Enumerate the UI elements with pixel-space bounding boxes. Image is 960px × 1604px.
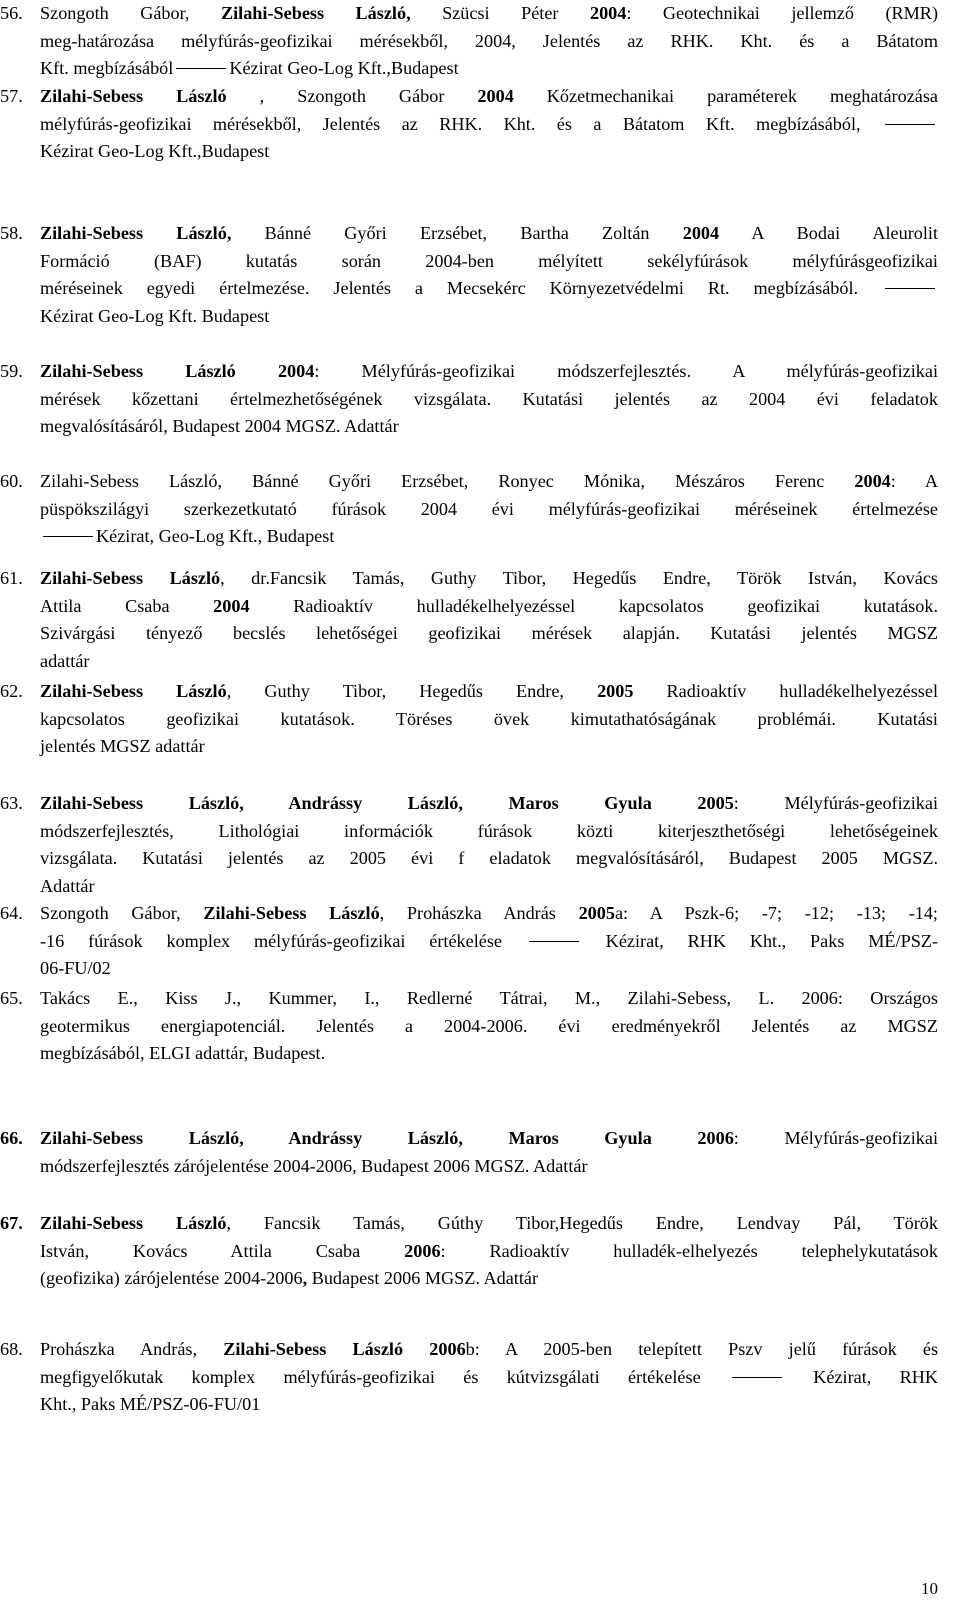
text-segment: (geofizika) zárójelentése 2004-2006 — [40, 1268, 303, 1288]
text-segment: Prohászka András, — [40, 1339, 224, 1359]
reference-line — [40, 985, 938, 1013]
reference-entry — [0, 678, 960, 761]
em-dash-rule — [529, 941, 579, 942]
reference-line — [40, 496, 938, 524]
text-segment: Kézirat Geo-Log Kft.,Budapest — [40, 141, 270, 161]
text-segment — [652, 1128, 698, 1148]
text-segment: meg-határozása mélyfúrás-geofizikai mérésekből, 2004, Jelentés az RHK. Kht. és a Bátatom — [40, 30, 938, 51]
text-segment: Kézirat, RHK — [784, 1366, 938, 1387]
reference-line — [40, 873, 938, 901]
reference-entry — [0, 985, 960, 1068]
text-segment: adattár — [40, 650, 90, 671]
reference-number: 68. — [0, 1339, 23, 1359]
text-segment: Kézirat Geo-Log Kft.,Budapest — [229, 58, 459, 78]
reference-line — [40, 1210, 938, 1238]
text-segment: : Radioaktív hulladék-elhelyezés telephelykutatások — [440, 1240, 938, 1261]
reference-entry — [0, 0, 960, 83]
reference-text — [40, 1210, 938, 1293]
bold-segment: 2006 — [404, 1240, 441, 1261]
reference-entry — [0, 468, 960, 551]
reference-line — [40, 1364, 938, 1392]
reference-line — [40, 28, 938, 56]
text-segment: módszerfejlesztés, Lithológiai információk fúrások közti kiterjeszthetőségi lehetőségeinek — [40, 820, 938, 841]
reference-line — [40, 523, 938, 551]
reference-number: 61. — [0, 568, 23, 588]
reference-line — [40, 790, 938, 818]
reference-line — [40, 1391, 938, 1419]
text-segment: Kft. megbízásából — [40, 58, 174, 78]
reference-text — [40, 678, 938, 761]
text-segment: megfigyelőkutak komplex mélyfúrás-geofizikai és kútvizsgálati értékelése — [40, 1366, 729, 1387]
text-segment: Szongoth Gábor, — [40, 3, 221, 23]
bold-segment: Zilahi-Sebess László — [223, 1339, 404, 1359]
page-number: 10 — [921, 1579, 938, 1598]
text-segment: megbízásából, ELGI adattár, Budapest. — [40, 1043, 326, 1063]
text-segment: , Szongoth Gábor — [226, 86, 478, 106]
reference-line — [40, 900, 938, 928]
text-segment: Budapest 2006 MGSZ. Adattár — [307, 1268, 539, 1288]
text-segment: -16 fúrások komplex mélyfúrás-geofizikai értékelése — [40, 930, 526, 951]
reference-line — [40, 0, 938, 28]
reference-line — [40, 593, 938, 621]
reference-text — [40, 1336, 938, 1419]
reference-line — [40, 1125, 938, 1153]
bold-segment: 2004 — [277, 361, 315, 381]
text-segment: : Mélyfúrás-geofizikai módszerfejlesztés. A mélyfúrás-geofizikai — [314, 361, 939, 381]
reference-entry — [0, 790, 960, 900]
reference-number: 56. — [0, 3, 23, 23]
reference-line — [40, 1238, 938, 1266]
reference-line — [40, 111, 938, 139]
text-segment: Kézirat Geo-Log Kft. Budapest — [40, 305, 270, 326]
text-segment: Bánné Győri Erzsébet, Bartha Zoltán — [231, 223, 683, 243]
text-segment: : Mélyfúrás-geofizikai — [733, 1128, 938, 1148]
bold-segment: Zilahi-Sebess László, Andrássy László, Maros Gyula — [40, 793, 652, 813]
bold-segment: Zilahi-Sebess László, Andrássy László, Maros Gyula — [40, 1128, 652, 1148]
reference-line — [40, 55, 938, 83]
reference-text — [40, 900, 938, 983]
text-segment: mérések kőzettani értelmezhetőségének vizsgálata. Kutatási jelentés az 2004 évi feladatok — [40, 388, 938, 409]
bold-segment: Zilahi-Sebess László — [40, 681, 227, 701]
text-segment: Szücsi Péter — [410, 3, 590, 23]
reference-line — [40, 706, 938, 734]
bold-segment: 2004 — [477, 86, 514, 106]
reference-number: 58. — [0, 223, 23, 243]
reference-text — [40, 468, 938, 551]
em-dash-rule — [885, 124, 935, 125]
reference-line — [40, 818, 938, 846]
text-segment: kapcsolatos geofizikai kutatások. Töréses övek kimutathatóságának problémái. Kutatási — [40, 708, 938, 729]
reference-entry — [0, 1336, 960, 1419]
text-segment: Radioaktív hulladékelhelyezéssel kapcsolatos geofizikai kutatások. — [249, 595, 938, 616]
text-segment: módszerfejlesztés zárójelentése 2004-2006, Budapest 2006 MGSZ. Adattár — [40, 1155, 588, 1176]
text-segment: Adattár — [40, 875, 95, 896]
bold-segment: Zilahi-Sebess László — [40, 86, 227, 106]
text-segment: 06-FU/02 — [40, 958, 111, 978]
text-segment: István, Kovács Attila Csaba — [40, 1240, 405, 1261]
bold-segment: 2004 — [682, 223, 720, 243]
reference-line — [40, 248, 938, 276]
text-segment: vizsgálata. Kutatási jelentés az 2005 évi f eladatok megvalósításáról, Budapest 2005 MGSZ. — [40, 848, 938, 868]
reference-number: 64. — [0, 903, 23, 923]
text-segment: Formáció (BAF) kutatás során 2004-ben mélyített sekélyfúrások mélyfúrásgeofizikai — [40, 250, 938, 271]
bold-segment: , — [302, 1268, 308, 1288]
reference-line — [40, 1153, 938, 1181]
bold-segment: 2006 — [429, 1339, 466, 1359]
reference-line — [40, 83, 938, 111]
reference-text — [40, 565, 938, 675]
bold-segment: 2004 — [589, 3, 627, 23]
text-segment: Szongoth Gábor, — [40, 903, 204, 923]
reference-line — [40, 358, 938, 386]
reference-line — [40, 220, 938, 248]
reference-text — [40, 83, 938, 166]
text-segment: , Fancsik Tamás, Gúthy Tibor,Hegedűs Endre, Lendvay Pál, Török — [226, 1213, 938, 1233]
bold-segment: 2005 — [597, 681, 634, 701]
reference-line — [40, 845, 938, 873]
reference-line — [40, 733, 938, 761]
reference-entry — [0, 358, 960, 441]
text-segment: Radioaktív hulladékelhelyezéssel — [633, 681, 938, 701]
reference-text — [40, 790, 938, 900]
text-segment: Szivárgási tényező becslés lehetőségei geofizikai mérések alapján. Kutatási jelentés MGSZ — [40, 623, 938, 643]
reference-line — [40, 1265, 938, 1293]
reference-line — [40, 678, 938, 706]
bold-segment: Zilahi-Sebess László — [40, 1213, 227, 1233]
reference-text — [40, 985, 938, 1068]
text-segment: geotermikus energiapotenciál. Jelentés a 2004-2006. évi eredményekről Jelentés az MGSZ — [40, 1015, 938, 1036]
reference-number: 57. — [0, 86, 23, 106]
text-segment: megvalósításáról, Budapest 2004 MGSZ. Adattár — [40, 416, 399, 436]
reference-text — [40, 1125, 938, 1180]
reference-number: 67. — [0, 1213, 23, 1233]
reference-line — [40, 1336, 938, 1364]
reference-number: 63. — [0, 793, 23, 813]
text-segment: A Bodai Aleurolit — [719, 223, 939, 243]
bold-segment: 2005 — [578, 903, 615, 923]
reference-number: 62. — [0, 681, 23, 701]
bold-segment: 2004 — [213, 595, 250, 616]
bold-segment: 2004 — [854, 471, 891, 491]
reference-line — [40, 138, 938, 166]
reference-line — [40, 303, 938, 331]
text-segment: méréseinek egyedi értelmezése. Jelentés a Mecsekérc Környezetvédelmi Rt. megbízásából. — [40, 278, 882, 298]
bold-segment: 2005 — [697, 793, 734, 813]
em-dash-rule — [43, 536, 93, 537]
reference-line — [40, 1013, 938, 1041]
bold-segment: 2006 — [697, 1128, 734, 1148]
em-dash-rule — [176, 68, 226, 69]
reference-line — [40, 1040, 938, 1068]
text-segment: Kézirat, RHK Kht., Paks MÉ/PSZ- — [581, 930, 938, 951]
reference-number: 65. — [0, 988, 23, 1008]
bold-segment: Zilahi-Sebess László — [40, 361, 236, 381]
text-segment: mélyfúrás-geofizikai mérésekből, Jelentés az RHK. Kht. és a Bátatom Kft. megbízásából, — [40, 113, 882, 134]
text-segment: , Prohászka András — [379, 903, 579, 923]
text-segment: : Geotechnikai jellemző (RMR) — [626, 3, 938, 23]
text-segment: Kht., Paks MÉ/PSZ-06-FU/01 — [40, 1394, 261, 1414]
text-segment: , Guthy Tibor, Hegedűs Endre, — [226, 681, 598, 701]
reference-line — [40, 468, 938, 496]
reference-line — [40, 413, 938, 441]
reference-line — [40, 386, 938, 414]
reference-entry — [0, 1210, 960, 1293]
text-segment: Takács E., Kiss J., Kummer, I., Redlerné Tátrai, M., Zilahi-Sebess, L. 2006: Országos — [40, 988, 938, 1008]
text-segment — [403, 1339, 429, 1359]
text-segment — [236, 361, 278, 381]
reference-entry — [0, 1125, 960, 1180]
bold-segment: Zilahi-Sebess László — [203, 903, 380, 923]
reference-line — [40, 955, 938, 983]
reference-text — [40, 358, 938, 441]
reference-number: 59. — [0, 361, 23, 381]
reference-number: 66. — [0, 1128, 23, 1148]
reference-text — [40, 220, 938, 330]
text-segment: Kézirat, Geo-Log Kft., Budapest — [96, 526, 335, 546]
em-dash-rule — [885, 288, 935, 289]
text-segment: a: A Pszk-6; -7; -12; -13; -14; — [614, 903, 938, 923]
reference-number: 60. — [0, 471, 23, 491]
text-segment: , dr.Fancsik Tamás, Guthy Tibor, Hegedűs Endre, Török István, Kovács — [220, 568, 938, 588]
text-segment: jelentés MGSZ adattár — [40, 736, 205, 756]
reference-text — [40, 0, 938, 83]
reference-line — [40, 275, 938, 303]
reference-line — [40, 928, 938, 956]
reference-line — [40, 648, 938, 676]
bold-segment: Zilahi-Sebess László, — [220, 3, 411, 23]
reference-entry — [0, 220, 960, 330]
reference-entry — [0, 565, 960, 675]
bold-segment: Zilahi-Sebess László — [40, 568, 221, 588]
text-segment: : A — [890, 471, 938, 491]
reference-line — [40, 620, 938, 648]
text-segment: Kőzetmechanikai paraméterek meghatározása — [513, 86, 938, 106]
reference-entry — [0, 83, 960, 166]
text-segment: b: A 2005-ben telepített Pszv jelű fúrások és — [465, 1339, 939, 1359]
text-segment: : Mélyfúrás-geofizikai — [733, 793, 938, 813]
text-segment: püspökszilágyi szerkezetkutató fúrások 2004 évi mélyfúrás-geofizikai méréseinek értelmezése — [40, 498, 938, 519]
reference-entry — [0, 900, 960, 983]
em-dash-rule — [732, 1377, 782, 1378]
text-segment: Zilahi-Sebess László, Bánné Győri Erzsébet, Ronyec Mónika, Mészáros Ferenc — [40, 471, 855, 491]
text-segment: Attila Csaba — [40, 595, 214, 616]
bold-segment: Zilahi-Sebess László, — [40, 223, 232, 243]
text-segment — [652, 793, 698, 813]
reference-line — [40, 565, 938, 593]
